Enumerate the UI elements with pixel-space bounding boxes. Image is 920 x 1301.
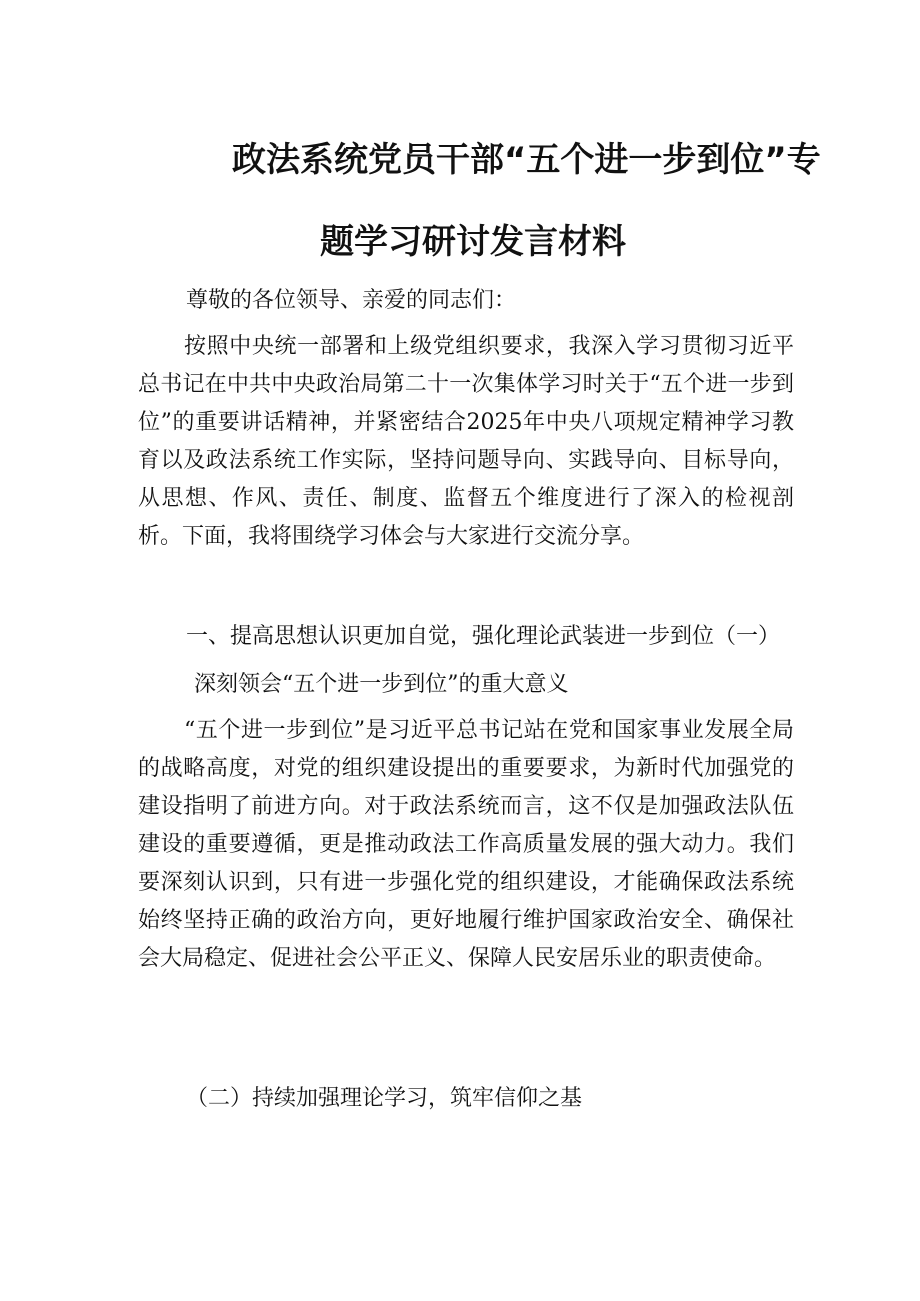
- subheading-2: （二）持续加强理论学习，筑牢信仰之基: [186, 1086, 583, 1111]
- salutation: 尊敬的各位领导、亲爱的同志们：: [186, 288, 517, 313]
- subheading-1: 深刻领会“五个进一步到位”的重大意义: [194, 672, 569, 697]
- document-title-line-1: 政法系统党员干部“五个进一步到位”专: [232, 140, 821, 180]
- section-heading-1: 一、提高思想认识更加自觉，强化理论武装进一步到位（一）: [186, 624, 781, 649]
- paragraph-intro: 按照中央统一部署和上级党组织要求，我深入学习贯彻习近平总书记在中共中央政治局第二十一次集体学习时关于“五个进一步到位”的重要讲话精神，并紧密结合2025年中央八项规定精神学习教育以及政法系统工作实际，坚持问题导向、实践导向、目标导向，从思想、作风、责任、制度、监督五个维度进行了深入的检视剖析。下面，我将围绕学习体会与大家进行交流分享。: [138, 334, 794, 549]
- paragraph-significance: “五个进一步到位”是习近平总书记站在党和国家事业发展全局的战略高度，对党的组织建设提出的重要要求，为新时代加强党的建设指明了前进方向。对于政法系统而言，这不仅是加强政法队伍建设的重要遵循，更是推动政法工作高质量发展的强大动力。我们要深刻认识到，只有进一步强化党的组织建设，才能确保政法系统始终坚持正确的政治方向，更好地履行维护国家政治安全、确保社会大局稳定、促进社会公平正义、保障人民安居乐业的职责使命。: [138, 718, 794, 971]
- document-title-line-2: 题学习研讨发言材料: [320, 222, 626, 262]
